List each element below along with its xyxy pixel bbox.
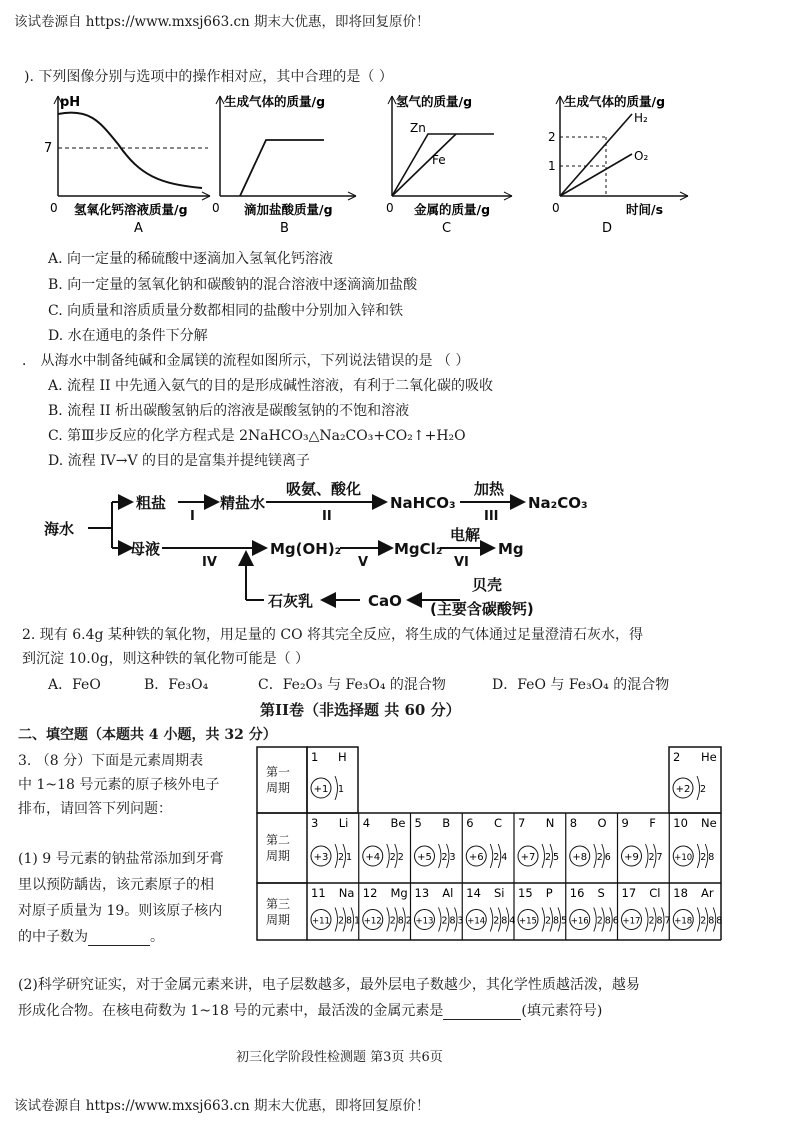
element-cell-c: [466, 816, 507, 868]
shell-electron-count: 8: [604, 915, 611, 927]
q12-option-a: A．FeO: [48, 677, 101, 693]
graph-c-origin: 0: [386, 201, 394, 215]
flow-seawater: 海水: [44, 520, 75, 538]
graph-a: [44, 95, 210, 236]
nuclear-charge: +18: [674, 916, 693, 927]
element-cell-b: [415, 816, 456, 868]
shell-electron-count: 6: [604, 852, 611, 863]
footer-watermark: 该试卷源自 https://www.mxsj663.cn 期末大优惠，即将回复原价！: [14, 1098, 430, 1114]
nuclear-charge: +1: [313, 784, 329, 795]
q13-sub1-2: 里以预防龋齿，该元素原子的相: [18, 877, 214, 893]
element-symbol: Mg: [390, 886, 408, 900]
shell-electron-count: 2: [441, 852, 448, 863]
shell-electron-count: 4: [509, 915, 516, 927]
q13-sub2-line-2: [18, 1000, 602, 1020]
q10-option-d: D. 水在通电的条件下分解: [48, 328, 208, 344]
shell-electron-count: 8: [553, 915, 560, 927]
element-number: 8: [569, 816, 578, 830]
graph-d: [548, 94, 688, 236]
element-cell-s: [570, 886, 619, 932]
graph-a-curve: [58, 113, 202, 188]
graph-c-letter: C: [442, 221, 452, 236]
element-cell-na: [311, 886, 360, 932]
nuclear-charge: +15: [519, 916, 537, 927]
shell-electron-count: 4: [501, 852, 508, 863]
period-2-label-b: 周期: [266, 849, 291, 863]
shell-electron-count: 2: [596, 915, 603, 927]
element-symbol: Na: [338, 886, 355, 900]
graph-d-xlabel: 时间/s: [626, 202, 664, 217]
shell-electron-count: 2: [700, 852, 707, 863]
graph-c: [386, 94, 512, 236]
q11-stem: [22, 350, 469, 370]
element-cell-al: [415, 886, 464, 932]
shell-electron-count: 2: [338, 915, 345, 927]
q10-number: ).: [24, 69, 34, 85]
flow-step-1: I: [190, 509, 195, 524]
nuclear-charge: +3: [313, 852, 329, 863]
nuclear-charge: +7: [520, 852, 536, 863]
graph-a-ylabel: pH: [60, 95, 81, 110]
graph-b-origin: 0: [212, 201, 220, 215]
element-number: 15: [518, 886, 533, 900]
graph-c-fe-line: [392, 134, 456, 196]
element-number: 12: [362, 886, 378, 900]
shell-electron-count: 2: [397, 852, 404, 863]
nuclear-charge: +16: [570, 916, 589, 927]
nuclear-charge: +11: [312, 916, 330, 927]
shell-electron-count: 2: [545, 852, 552, 863]
flow-mg: Mg: [498, 540, 524, 558]
flow-electrolysis: 电解: [450, 526, 481, 544]
section-2-part: 二、填空题（本题共 4 小题，共 32 分）: [18, 727, 277, 743]
nuclear-charge: +13: [415, 916, 434, 927]
element-cell-he: [673, 750, 717, 800]
element-symbol: Cl: [649, 886, 661, 900]
q10-text: 下列图像分别与选项中的操作相对应，其中合理的是（ ）: [38, 69, 393, 85]
graph-c-zn-label: Zn: [410, 121, 426, 135]
nuclear-charge: +5: [417, 852, 432, 863]
q11-option-a: A. 流程 II 中先通入氨气的目的是形成碱性溶液，有利于二氧化碳的吸收: [48, 378, 493, 394]
shell-electron-count: 8: [449, 915, 456, 927]
q13-intro-1: 3. （8 分）下面是元素周期表: [18, 753, 204, 769]
flow-lime-milk: 石灰乳: [268, 592, 314, 610]
element-cell-cl: [622, 886, 671, 932]
element-symbol: Be: [390, 816, 406, 830]
element-symbol: Si: [494, 886, 505, 900]
flow-cao: CaO: [368, 592, 402, 610]
q12-option-c: C．Fe₂O₃ 与 Fe₃O₄ 的混合物: [258, 677, 446, 693]
element-cell-o: [570, 816, 611, 868]
section-2-title: 第II卷（非选择题 共 60 分）: [260, 701, 461, 719]
shell-electron-count: 2: [389, 852, 396, 863]
shell-electron-count: 1: [338, 784, 345, 795]
graph-d-origin: 0: [552, 201, 560, 215]
graph-d-h2-line: [560, 114, 632, 196]
element-number: 13: [414, 886, 430, 900]
flow-ammonia-acid: 吸氨、酸化: [286, 480, 362, 498]
shell-electron-count: 2: [596, 852, 603, 863]
nuclear-charge: +8: [572, 852, 588, 863]
q13-sub2-line-1: (2)科学研究证实，对于金属元素来讲，电子层数越多，最外层电子数越少，其化学性质越活泼，越易: [18, 977, 640, 993]
q13-sub1-end: 。: [150, 929, 164, 945]
flow-heat: 加热: [474, 480, 505, 498]
q10-option-b: B. 向一定量的氢氧化钠和碳酸钠的混合溶液中逐滴滴加盐酸: [48, 277, 418, 293]
flow-shell-note: (主要含碳酸钙): [430, 600, 534, 618]
q11-option-c: C. 第Ⅲ步反应的化学方程式是 2NaHCO₃△Na₂CO₃+CO₂↑+H₂O: [48, 428, 466, 444]
flow-nahco3: NaHCO₃: [390, 494, 456, 512]
q11-option-b: B. 流程 II 析出碳酸氢钠后的溶液是碳酸氢钠的不饱和溶液: [48, 403, 410, 419]
periodic-table: [256, 746, 726, 942]
flow-na2co3: Na₂CO₃: [528, 494, 588, 512]
graph-d-letter: D: [602, 221, 613, 236]
element-cell-mg: [363, 886, 412, 932]
shell-electron-count: 1: [346, 852, 353, 863]
q13-neutron-answer-blank[interactable]: [88, 929, 150, 946]
q12-option-b: B．Fe₃O₄: [144, 677, 209, 693]
element-symbol: He: [701, 750, 717, 764]
flow-step-3: III: [484, 509, 499, 524]
graph-c-xlabel: 金属的质量/g: [414, 202, 491, 217]
period-1-label-a: 第一: [266, 765, 291, 779]
element-symbol: S: [597, 886, 605, 900]
graph-d-h2-label: H₂: [634, 111, 648, 125]
element-cell-h: [311, 750, 347, 800]
shell-electron-count: 2: [405, 915, 412, 927]
q13-sub1-4: [18, 926, 164, 946]
nuclear-charge: +17: [622, 916, 641, 927]
page-footer: 初三化学阶段性检测题 第3页 共6页: [236, 1050, 443, 1065]
q13-sub2-text: 形成化合物。在核电荷数为 1~18 号的元素中，最活泼的金属元素是: [18, 1003, 444, 1019]
period-3-label-b: 周期: [266, 913, 291, 927]
flow-crude-salt: 粗盐: [136, 494, 167, 512]
q12-line-2: 到沉淀 10.0g，则这种铁的氧化物可能是（ ）: [22, 651, 310, 667]
nuclear-charge: +4: [365, 852, 381, 863]
element-symbol: Ar: [701, 886, 714, 900]
shell-electron-count: 7: [656, 852, 663, 863]
shell-electron-count: 2: [545, 915, 552, 927]
shell-electron-count: 8: [397, 915, 404, 927]
element-cell-li: [311, 816, 352, 868]
q11-text: 从海水中制备纯碱和金属镁的流程如图所示，下列说法错误的是 （ ）: [40, 353, 470, 369]
shell-electron-count: 2: [648, 915, 655, 927]
q11-number: ．: [22, 353, 36, 369]
graph-b-ylabel: 生成气体的质量/g: [224, 94, 326, 109]
graph-a-tick-7: 7: [44, 141, 53, 156]
header-watermark: 该试卷源自 https://www.mxsj663.cn 期末大优惠，即将回复原价！: [14, 14, 430, 30]
flow-shell: 贝壳: [472, 576, 503, 594]
element-cell-be: [363, 816, 406, 868]
element-cell-f: [622, 816, 663, 868]
element-number: 2: [673, 750, 681, 764]
shell-electron-count: 8: [346, 915, 353, 927]
element-number: 10: [673, 816, 688, 830]
shell-electron-count: 8: [501, 915, 508, 927]
element-number: 9: [621, 816, 629, 830]
element-symbol: Ne: [701, 816, 717, 830]
graph-d-o2-line: [560, 154, 632, 196]
q13-sub1-1: (1) 9 号元素的钠盐常添加到牙膏: [18, 851, 224, 867]
nuclear-charge: +6: [468, 852, 484, 863]
element-symbol: C: [494, 816, 503, 830]
element-symbol: H: [338, 750, 347, 764]
element-number: 14: [466, 886, 481, 900]
shell-electron-count: 2: [648, 852, 655, 863]
nuclear-charge: +14: [467, 916, 486, 927]
shell-electron-count: 3: [457, 915, 464, 927]
shell-electron-count: 8: [708, 852, 715, 863]
q11-flow-diagram: [40, 474, 600, 624]
period-3-label-a: 第三: [266, 897, 291, 911]
element-symbol: B: [442, 816, 451, 830]
element-symbol: P: [545, 886, 553, 900]
graph-a-origin: 0: [50, 201, 58, 215]
element-cell-n: [518, 816, 559, 868]
graph-a-xlabel: 氢氧化钙溶液质量/g: [74, 202, 188, 217]
graph-d-o2-label: O₂: [634, 149, 649, 163]
q13-intro-2: 中 1~18 号元素的原子核外电子: [18, 777, 220, 793]
flow-mgcl2: MgCl₂: [394, 540, 443, 558]
graph-a-letter: A: [134, 221, 143, 236]
q10-option-c: C. 向质量和溶质质量分数都相同的盐酸中分别加入锌和铁: [48, 303, 404, 319]
element-cell-ne: [673, 816, 716, 868]
flow-step-6: VI: [454, 555, 469, 570]
element-number: 6: [466, 816, 474, 830]
element-number: 17: [621, 886, 637, 900]
shell-electron-count: 8: [656, 915, 663, 927]
graph-b-xlabel: 滴加盐酸质量/g: [244, 202, 333, 217]
graph-b: [212, 94, 356, 236]
shell-electron-count: 2: [338, 852, 345, 863]
flow-step-2: II: [322, 509, 332, 524]
flow-mother-liquor: 母液: [130, 540, 161, 558]
element-cell-si: [466, 886, 515, 932]
period-2-label-a: 第二: [266, 833, 291, 847]
nuclear-charge: +9: [624, 852, 639, 863]
flow-mgoh2: Mg(OH)₂: [270, 540, 342, 558]
q12-line-1: 2. 现有 6.4g 某种铁的氧化物，用足量的 CO 将其完全反应，将生成的气体通过足量澄清石灰水，得: [22, 627, 644, 643]
graph-c-fe-label: Fe: [432, 153, 446, 167]
shell-electron-count: 6: [612, 915, 619, 927]
element-number: 4: [362, 816, 371, 830]
q13-active-metal-blank[interactable]: [443, 1003, 521, 1020]
shell-electron-count: 1: [354, 915, 361, 927]
element-number: 16: [569, 886, 585, 900]
q12-option-d: D．FeO 与 Fe₃O₄ 的混合物: [492, 677, 670, 693]
q13-sub1-4-text: 的中子数为: [18, 929, 88, 945]
element-number: 18: [673, 886, 688, 900]
shell-electron-count: 5: [553, 852, 560, 863]
flow-refined-brine: 精盐水: [220, 494, 266, 512]
element-symbol: Al: [442, 886, 454, 900]
shell-electron-count: 8: [708, 915, 715, 927]
q10-option-a: A. 向一定量的稀硫酸中逐滴加入氢氧化钙溶液: [48, 251, 334, 267]
element-number: 5: [414, 816, 422, 830]
element-cell-ar: [673, 886, 722, 932]
q13-sub1-3: 对原子质量为 19。则该原子核内: [18, 903, 223, 919]
graph-d-tick-2: 2: [548, 130, 556, 144]
shell-electron-count: 2: [389, 915, 396, 927]
period-1-label-b: 周期: [266, 781, 291, 795]
element-number: 3: [311, 816, 319, 830]
shell-electron-count: 8: [716, 915, 723, 927]
shell-electron-count: 2: [493, 915, 500, 927]
shell-electron-count: 2: [700, 784, 707, 795]
graph-b-letter: B: [280, 221, 289, 236]
shell-electron-count: 7: [664, 915, 671, 927]
element-symbol: F: [649, 816, 656, 830]
q10-stem: [24, 66, 393, 86]
graph-c-ylabel: 氢气的质量/g: [396, 94, 473, 109]
q13-sub2-hint: (填元素符号): [521, 1003, 603, 1019]
flow-step-4: IV: [202, 555, 217, 570]
element-number: 1: [311, 750, 319, 764]
element-symbol: N: [545, 816, 555, 830]
graph-d-tick-1: 1: [548, 159, 556, 173]
element-number: 11: [311, 886, 326, 900]
q10-graphs: [30, 88, 710, 236]
shell-electron-count: 3: [449, 852, 456, 863]
element-symbol: Li: [338, 816, 349, 830]
element-cell-p: [518, 886, 567, 932]
nuclear-charge: +12: [363, 916, 382, 927]
shell-electron-count: 5: [561, 915, 568, 927]
element-number: 7: [518, 816, 526, 830]
nuclear-charge: +10: [674, 853, 693, 863]
nuclear-charge: +2: [675, 784, 691, 795]
shell-electron-count: 2: [700, 915, 707, 927]
element-symbol: O: [597, 816, 607, 830]
q13-intro-3: 排布，请回答下列问题：: [18, 801, 172, 817]
shell-electron-count: 2: [441, 915, 448, 927]
q11-option-d: D. 流程 IV→V 的目的是富集并提纯镁离子: [48, 453, 311, 469]
shell-electron-count: 2: [493, 852, 500, 863]
graph-b-line: [240, 140, 324, 196]
graph-d-ylabel: 生成气体的质量/g: [564, 94, 666, 109]
flow-step-5: V: [358, 555, 369, 570]
